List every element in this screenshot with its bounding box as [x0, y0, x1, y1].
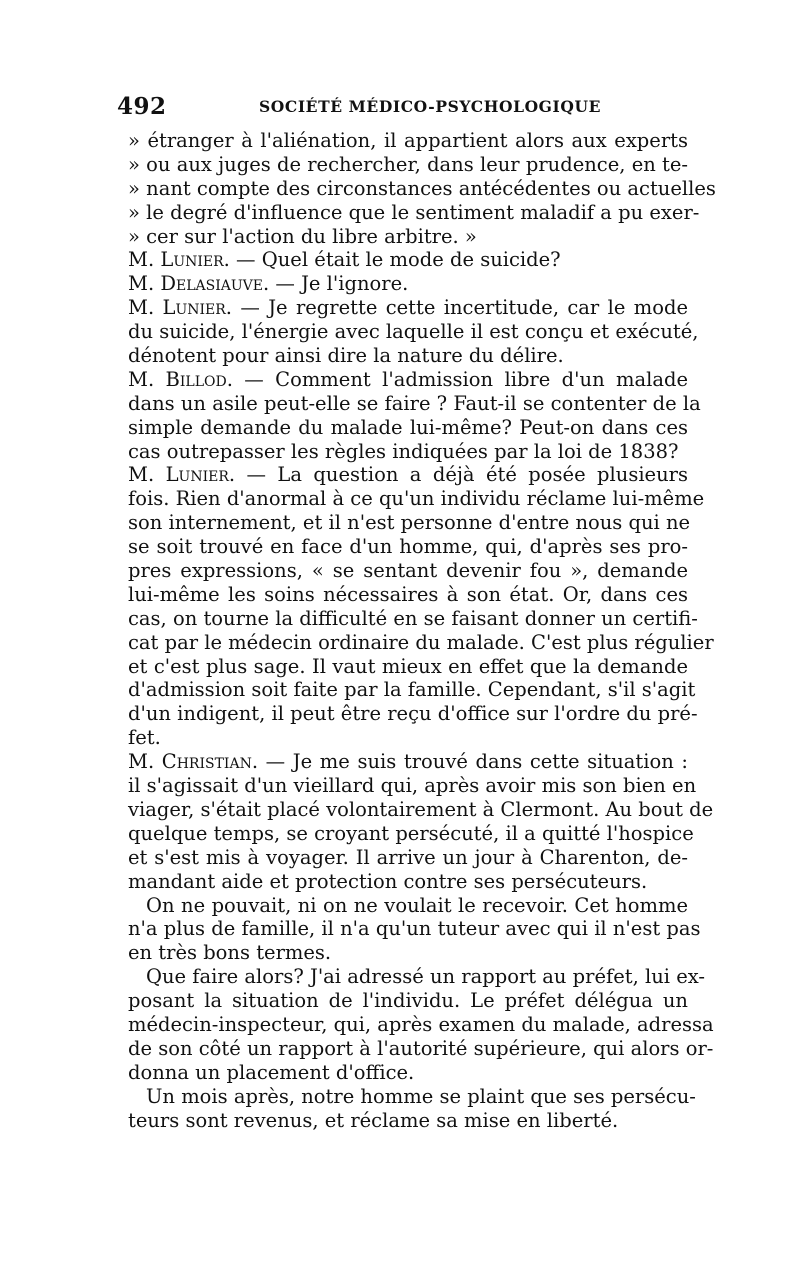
line-text: dénotent pour ainsi dire la nature du délire.: [128, 344, 564, 368]
running-head: [117, 93, 677, 123]
text-line: [128, 463, 688, 487]
line-text: simple demande du malade lui-même? Peut-on dans ces: [128, 415, 688, 439]
text-line: [128, 559, 688, 583]
text-line: [128, 941, 688, 965]
text-line: [128, 846, 688, 870]
body-text: [128, 129, 716, 1132]
text-line: [128, 583, 688, 607]
text-line: [128, 630, 714, 655]
line-text: Que faire alors? J'ai adressé un rapport au préfet, lui ex-: [146, 965, 706, 989]
line-text: d'admission soit faite par la famille. Cependant, s'il s'agit: [128, 678, 696, 702]
line-text: du suicide, l'énergie avec laquelle il est conçu et exécuté,: [128, 320, 699, 344]
line-text: » le degré d'influence que le sentiment maladif a pu exer-: [128, 200, 700, 224]
line-text: — La question a déjà été posée plusieurs: [235, 463, 688, 487]
line-text: cas outrepasser les règles indiquées par la loi de 1838?: [128, 439, 679, 463]
line-text: en très bons termes.: [128, 941, 332, 965]
text-line: [128, 225, 688, 249]
line-text: teurs sont revenus, et réclame sa mise en liberté.: [128, 1108, 619, 1132]
line-text: cat par le médecin ordinaire du malade. C'est plus régulier: [128, 630, 714, 654]
line-text: se soit trouvé en face d'un homme, qui, d'après ses pro-: [128, 535, 688, 559]
line-text: » cer sur l'action du libre arbitre. »: [128, 224, 477, 248]
text-line: [128, 774, 697, 798]
text-line: [128, 129, 688, 153]
text-line: [128, 272, 688, 296]
line-text: — Je me suis trouvé dans cette situation :: [258, 750, 688, 774]
text-line: [128, 416, 688, 440]
text-line: [128, 989, 688, 1013]
speaker-name: M. Delasiauve.: [128, 272, 270, 296]
line-text: posant la situation de l'individu. Le préfet délégua un: [128, 989, 688, 1013]
text-line: [128, 368, 688, 392]
line-text: il s'agissait d'un vieillard qui, après avoir mis son bien en: [128, 774, 697, 798]
line-text: — Comment l'admission libre d'un malade: [232, 367, 689, 391]
text-line: [128, 391, 701, 416]
text-line: [128, 917, 701, 941]
text-line: [128, 440, 688, 464]
line-text: donna un placement d'office.: [128, 1060, 415, 1084]
line-text: d'un indigent, il peut être reçu d'office sur l'ordre du pré-: [128, 702, 698, 726]
line-text: dans un asile peut-elle se faire ? Faut-il se contenter de la: [128, 391, 701, 415]
text-line: [128, 797, 714, 822]
text-line: [128, 1109, 688, 1133]
text-line: [128, 344, 688, 368]
line-text: pres expressions, « se sentant devenir fou », demande: [128, 559, 688, 583]
line-text: On ne pouvait, ni on ne voulait le recevoir. Cet homme: [146, 893, 688, 917]
line-text: Un mois après, notre homme se plaint que ses persécu-: [146, 1084, 696, 1108]
text-line: [128, 894, 688, 918]
text-line: [128, 1084, 696, 1109]
line-text: et c'est plus sage. Il vaut mieux en effet que la demande: [128, 654, 688, 678]
line-text: de son côté un rapport à l'autorité supérieure, qui alors or-: [128, 1036, 714, 1060]
speaker-name: M. Lunier.: [128, 296, 233, 320]
text-line: [128, 870, 688, 894]
text-line: [128, 726, 688, 750]
text-line: [128, 1061, 688, 1085]
line-text: » étranger à l'aliénation, il appartient alors aux experts: [128, 129, 688, 152]
line-text: — Quel était le mode de suicide?: [229, 248, 561, 272]
speaker-name: M. Billod.: [128, 367, 233, 391]
line-text: lui-même les soins nécessaires à son état. Or, dans ces: [128, 582, 688, 606]
text-line: [128, 320, 699, 344]
text-line: [128, 176, 716, 201]
line-text: cas, on tourne la difficulté en se faisant donner un certifi-: [128, 606, 698, 630]
text-line: [128, 487, 705, 511]
text-line: [128, 248, 688, 272]
line-text: mandant aide et protection contre ses persécuteurs.: [128, 869, 648, 893]
line-text: viager, s'était placé volontairement à Clermont. Au bout de: [128, 797, 714, 821]
text-line: [128, 200, 700, 225]
line-text: son internement, et il n'est personne d'entre nous qui ne: [128, 511, 691, 535]
text-line: [128, 678, 696, 702]
line-text: fois. Rien d'anormal à ce qu'un individu réclame lui-même: [128, 487, 705, 511]
text-line: [128, 296, 688, 320]
speaker-name: M. Lunier.: [128, 463, 236, 487]
line-text: — Je regrette cette incertitude, car le mode: [232, 296, 688, 320]
line-text: » ou aux juges de rechercher, dans leur prudence, en te-: [128, 152, 688, 176]
text-line: [128, 606, 698, 631]
line-text: n'a plus de famille, il n'a qu'un tuteur avec qui il n'est pas: [128, 917, 701, 941]
text-line: [128, 821, 694, 846]
text-line: [128, 153, 688, 177]
text-line: [128, 655, 688, 679]
line-text: quelque temps, se croyant persécuté, il a quitté l'hospice: [128, 821, 694, 845]
line-text: et s'est mis à voyager. Il arrive un jour à Charenton, de-: [128, 845, 688, 869]
page-number: 492: [117, 93, 167, 120]
text-line: [128, 535, 688, 559]
text-line: [128, 511, 691, 535]
speaker-name: M. Christian.: [128, 750, 259, 774]
text-line: [128, 1036, 714, 1061]
text-line: [128, 750, 688, 774]
line-text: — Je l'ignore.: [269, 272, 409, 296]
line-text: médecin-inspecteur, qui, après examen du malade, adressa: [128, 1012, 714, 1036]
text-line: [128, 965, 706, 989]
line-text: » nant compte des circonstances antécédentes ou actuelles: [128, 176, 716, 200]
speaker-name: M. Lunier.: [128, 248, 230, 272]
text-line: [128, 702, 698, 726]
line-text: fet.: [128, 726, 161, 750]
running-title: SOCIÉTÉ MÉDICO-PSYCHOLOGIQUE: [259, 97, 601, 116]
text-line: [128, 1012, 714, 1037]
